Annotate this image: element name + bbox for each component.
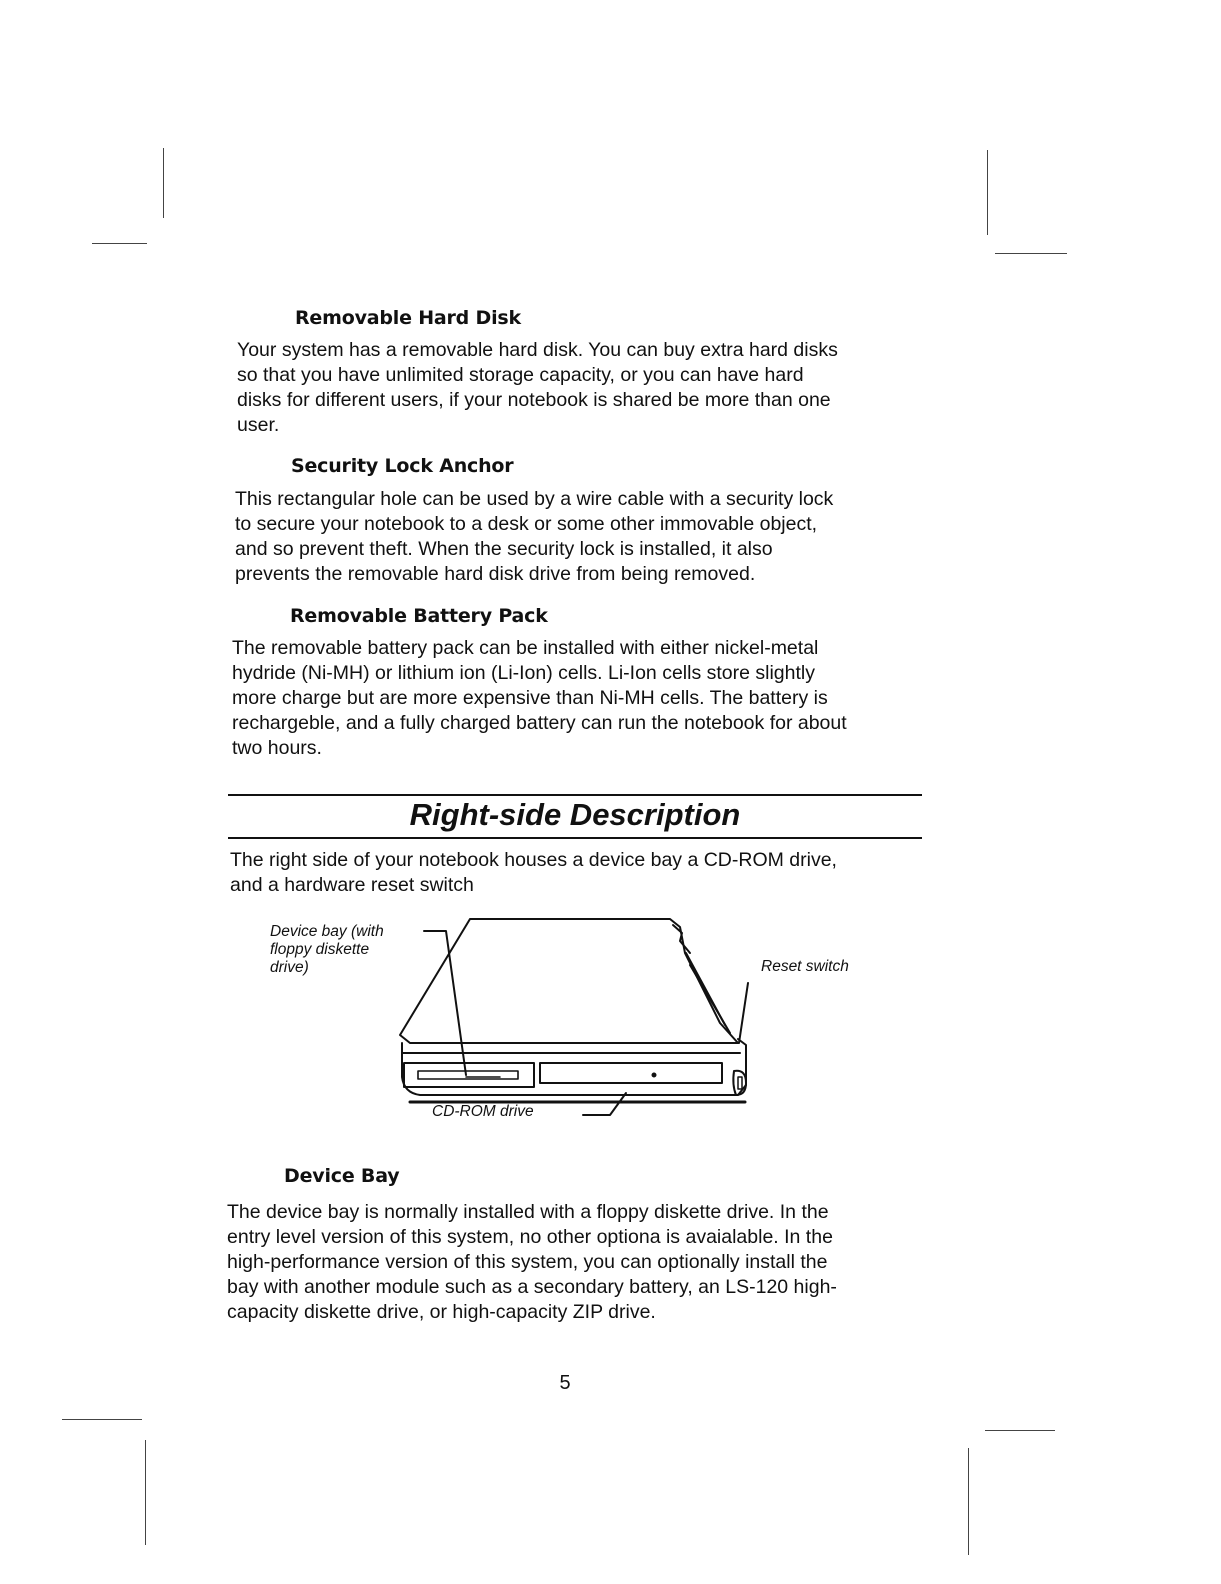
callout-line: Device bay (with: [270, 923, 384, 940]
text-line: The device bay is normally installed with a floppy diskette drive. In the: [227, 1201, 829, 1223]
text-line: and a hardware reset switch: [230, 874, 474, 896]
text-line: The right side of your notebook houses a device bay a CD-ROM drive,: [230, 849, 837, 871]
text-line: more charge but are more expensive than Ni-MH cells. The battery is: [232, 687, 828, 709]
text-line: The removable battery pack can be installed with either nickel-metal: [232, 637, 819, 659]
paragraph-right-side-intro: [230, 848, 837, 898]
text-line: and so prevent theft. When the security lock is installed, it also: [235, 538, 773, 560]
text-line: bay with another module such as a secondary battery, an LS-120 high-: [227, 1276, 837, 1298]
text-line: entry level version of this system, no other optiona is avaialable. In the: [227, 1226, 833, 1248]
lid-hinge-line: [673, 925, 690, 953]
crop-mark: [987, 150, 988, 235]
crop-mark: [163, 148, 164, 218]
reset-button-detail: [738, 1077, 742, 1089]
page-number: 5: [559, 1372, 571, 1394]
paragraph-security-lock-anchor: [235, 487, 833, 587]
lid-hinge-line: [690, 965, 730, 1033]
crop-mark: [62, 1419, 142, 1420]
crop-mark: [92, 243, 147, 244]
text-line: rechargeble, and a fully charged battery can run the notebook for about: [232, 712, 847, 734]
text-line: so that you have unlimited storage capacity, or you can have hard: [237, 364, 804, 386]
cdrom-drive: [540, 1063, 722, 1083]
text-line: user.: [237, 414, 280, 436]
paragraph-removable-hard-disk: [237, 338, 838, 438]
callout-line: floppy diskette: [270, 941, 370, 958]
text-line: capacity diskette drive, or high-capacity ZIP drive.: [227, 1301, 656, 1323]
crop-mark: [968, 1448, 969, 1555]
section-heading-removable-battery-pack: Removable Battery Pack: [290, 605, 548, 627]
text-line: Your system has a removable hard disk. You can buy extra hard disks: [237, 339, 838, 361]
notebook-lid: [400, 919, 738, 1043]
section-heading-device-bay: Device Bay: [284, 1165, 400, 1187]
text-line: high-performance version of this system, you can optionally install the: [227, 1251, 828, 1273]
crop-mark: [995, 253, 1067, 254]
section-heading-security-lock-anchor: Security Lock Anchor: [291, 455, 514, 477]
paragraph-device-bay: [227, 1200, 837, 1325]
cdrom-indicator: [653, 1074, 656, 1077]
text-line: hydride (Ni-MH) or lithium ion (Li-Ion) cells. Li-Ion cells store slightly: [232, 662, 816, 684]
callout-reset-switch: Reset switch: [761, 958, 849, 975]
device-bay-slot: [404, 1063, 534, 1087]
callout-cdrom-drive: CD-ROM drive: [432, 1103, 534, 1120]
crop-mark: [985, 1430, 1055, 1431]
callout-line: drive): [270, 959, 309, 976]
leader-line-reset: [739, 983, 748, 1043]
text-line: two hours.: [232, 737, 322, 759]
notebook-right-side-illustration: [390, 905, 770, 1120]
callout-device-bay: [270, 923, 384, 977]
text-line: disks for different users, if your notebook is shared be more than one: [237, 389, 831, 411]
floppy-slot: [418, 1071, 518, 1079]
section-rule-bottom: [228, 837, 922, 839]
text-line: This rectangular hole can be used by a wire cable with a security lock: [235, 488, 834, 510]
paragraph-removable-battery-pack: [232, 636, 847, 761]
text-line: to secure your notebook to a desk or some other immovable object,: [235, 513, 818, 535]
leader-line-cdrom: [583, 1093, 626, 1115]
section-title-right-side: Right-side Description: [409, 797, 741, 832]
crop-mark: [145, 1440, 146, 1545]
text-line: prevents the removable hard disk drive from being removed.: [235, 563, 756, 585]
section-heading-removable-hard-disk: Removable Hard Disk: [295, 307, 521, 329]
